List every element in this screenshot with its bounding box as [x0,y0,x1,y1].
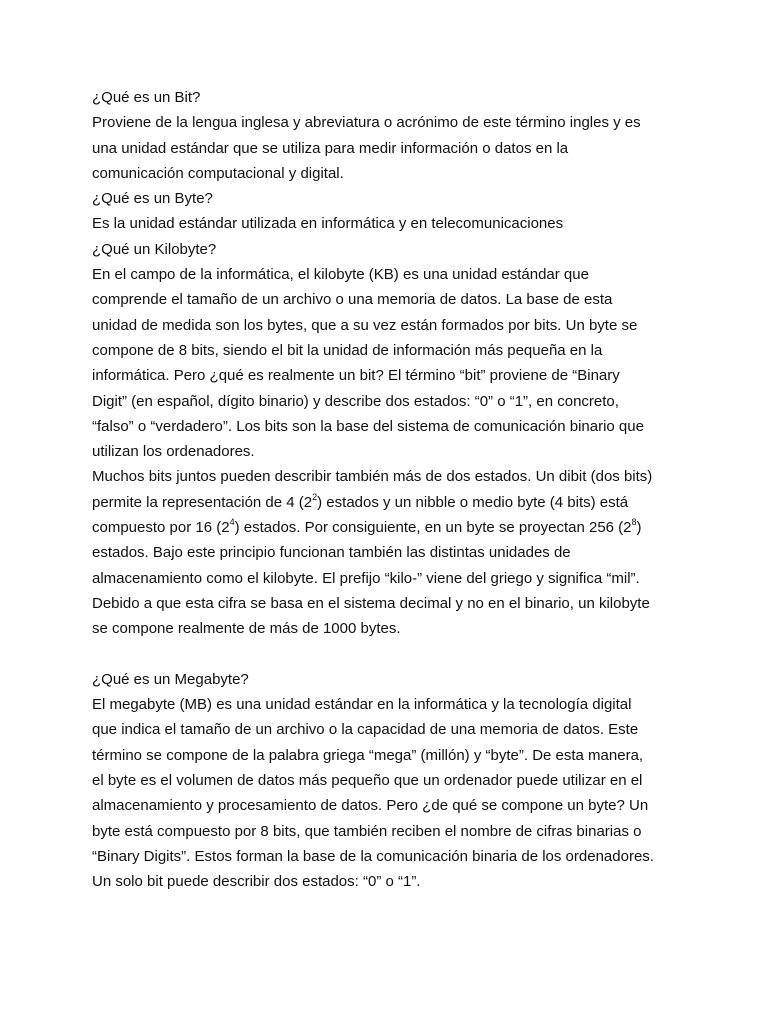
document-page [92,85,682,895]
paragraph-line: Es la unidad estándar utilizada en informática y en telecomunicaciones [92,215,564,233]
text-run: permite la representación de 4 (2 [92,493,313,511]
heading-kilobyte: ¿Qué un Kilobyte? [92,240,217,258]
heading-bit: ¿Qué es un Bit? [92,89,201,106]
paragraph-line: el byte es el volumen de datos más pequeño que un ordenador puede utilizar en el [92,772,643,790]
paragraph-line: término se compone de la palabra griega “mega” (millón) y “byte”. De esta manera, [92,746,644,764]
paragraph-line: almacenamiento como el kilobyte. El prefijo “kilo-” viene del griego y significa “mil”. [92,569,640,587]
superscript: 8 [631,517,637,528]
paragraph-line: “falso” o “verdadero”. Los bits son la base del sistema de comunicación binario que [92,417,644,435]
superscript: 2 [312,491,318,502]
paragraph-line-with-superscript [92,515,682,540]
text-run: ) estados. Por consiguiente, en un byte se proyectan 256 (2 [234,519,632,537]
heading-byte: ¿Qué es un Byte? [92,190,213,208]
heading-megabyte: ¿Qué es un Megabyte? [92,670,249,688]
paragraph-line: “Binary Digits”. Estos forman la base de la comunicación binaria de los ordenadores. [92,847,654,865]
superscript: 4 [229,517,235,528]
paragraph-line: se compone realmente de más de 1000 bytes. [92,620,401,638]
paragraph-line: una unidad estándar que se utiliza para medir información o datos en la [92,139,569,157]
paragraph-line: byte está compuesto por 8 bits, que también reciben el nombre de cifras binarias o [92,822,642,840]
paragraph-line: comunicación computacional y digital. [92,164,344,182]
paragraph-line: Un solo bit puede describir dos estados: “0” o “1”. [92,873,421,891]
text-run: compuesto por 16 (2 [92,519,230,537]
paragraph-line: almacenamiento y procesamiento de datos. Pero ¿de qué se compone un byte? Un [92,797,649,815]
paragraph-line: estados. Bajo este principio funcionan también las distintas unidades de [92,544,571,562]
paragraph-line: Muchos bits juntos pueden describir también más de dos estados. Un dibit (dos bits) [92,468,653,486]
paragraph-line: utilizan los ordenadores. [92,443,255,461]
paragraph-line: unidad de medida son los bytes, que a su vez están formados por bits. Un byte se [92,316,638,334]
paragraph-spacer [92,642,682,667]
text-run: ) [636,519,642,537]
paragraph-line: compone de 8 bits, siendo el bit la unidad de información más pequeña en la [92,341,603,359]
paragraph-line: En el campo de la informática, el kilobyte (KB) es una unidad estándar que [92,266,589,284]
paragraph-line: El megabyte (MB) es una unidad estándar en la informática y la tecnología digital [92,696,632,714]
text-run: ) estados y un nibble o medio byte (4 bits) está [317,493,629,511]
paragraph-line: que indica el tamaño de un archivo o la capacidad de una memoria de datos. Este [92,721,639,739]
paragraph-line: informática. Pero ¿qué es realmente un bit? El término “bit” proviene de “Binary [92,367,620,385]
paragraph-line: Proviene de la lengua inglesa y abreviatura o acrónimo de este término ingles y es [92,114,641,132]
paragraph-line-with-superscript [92,490,682,515]
paragraph-line: comprende el tamaño de un archivo o una memoria de datos. La base de esta [92,291,613,309]
paragraph-line: Debido a que esta cifra se basa en el sistema decimal y no en el binario, un kilobyte [92,594,650,612]
paragraph-line: Digit” (en español, dígito binario) y describe dos estados: “0” o “1”, en concreto, [92,392,619,410]
